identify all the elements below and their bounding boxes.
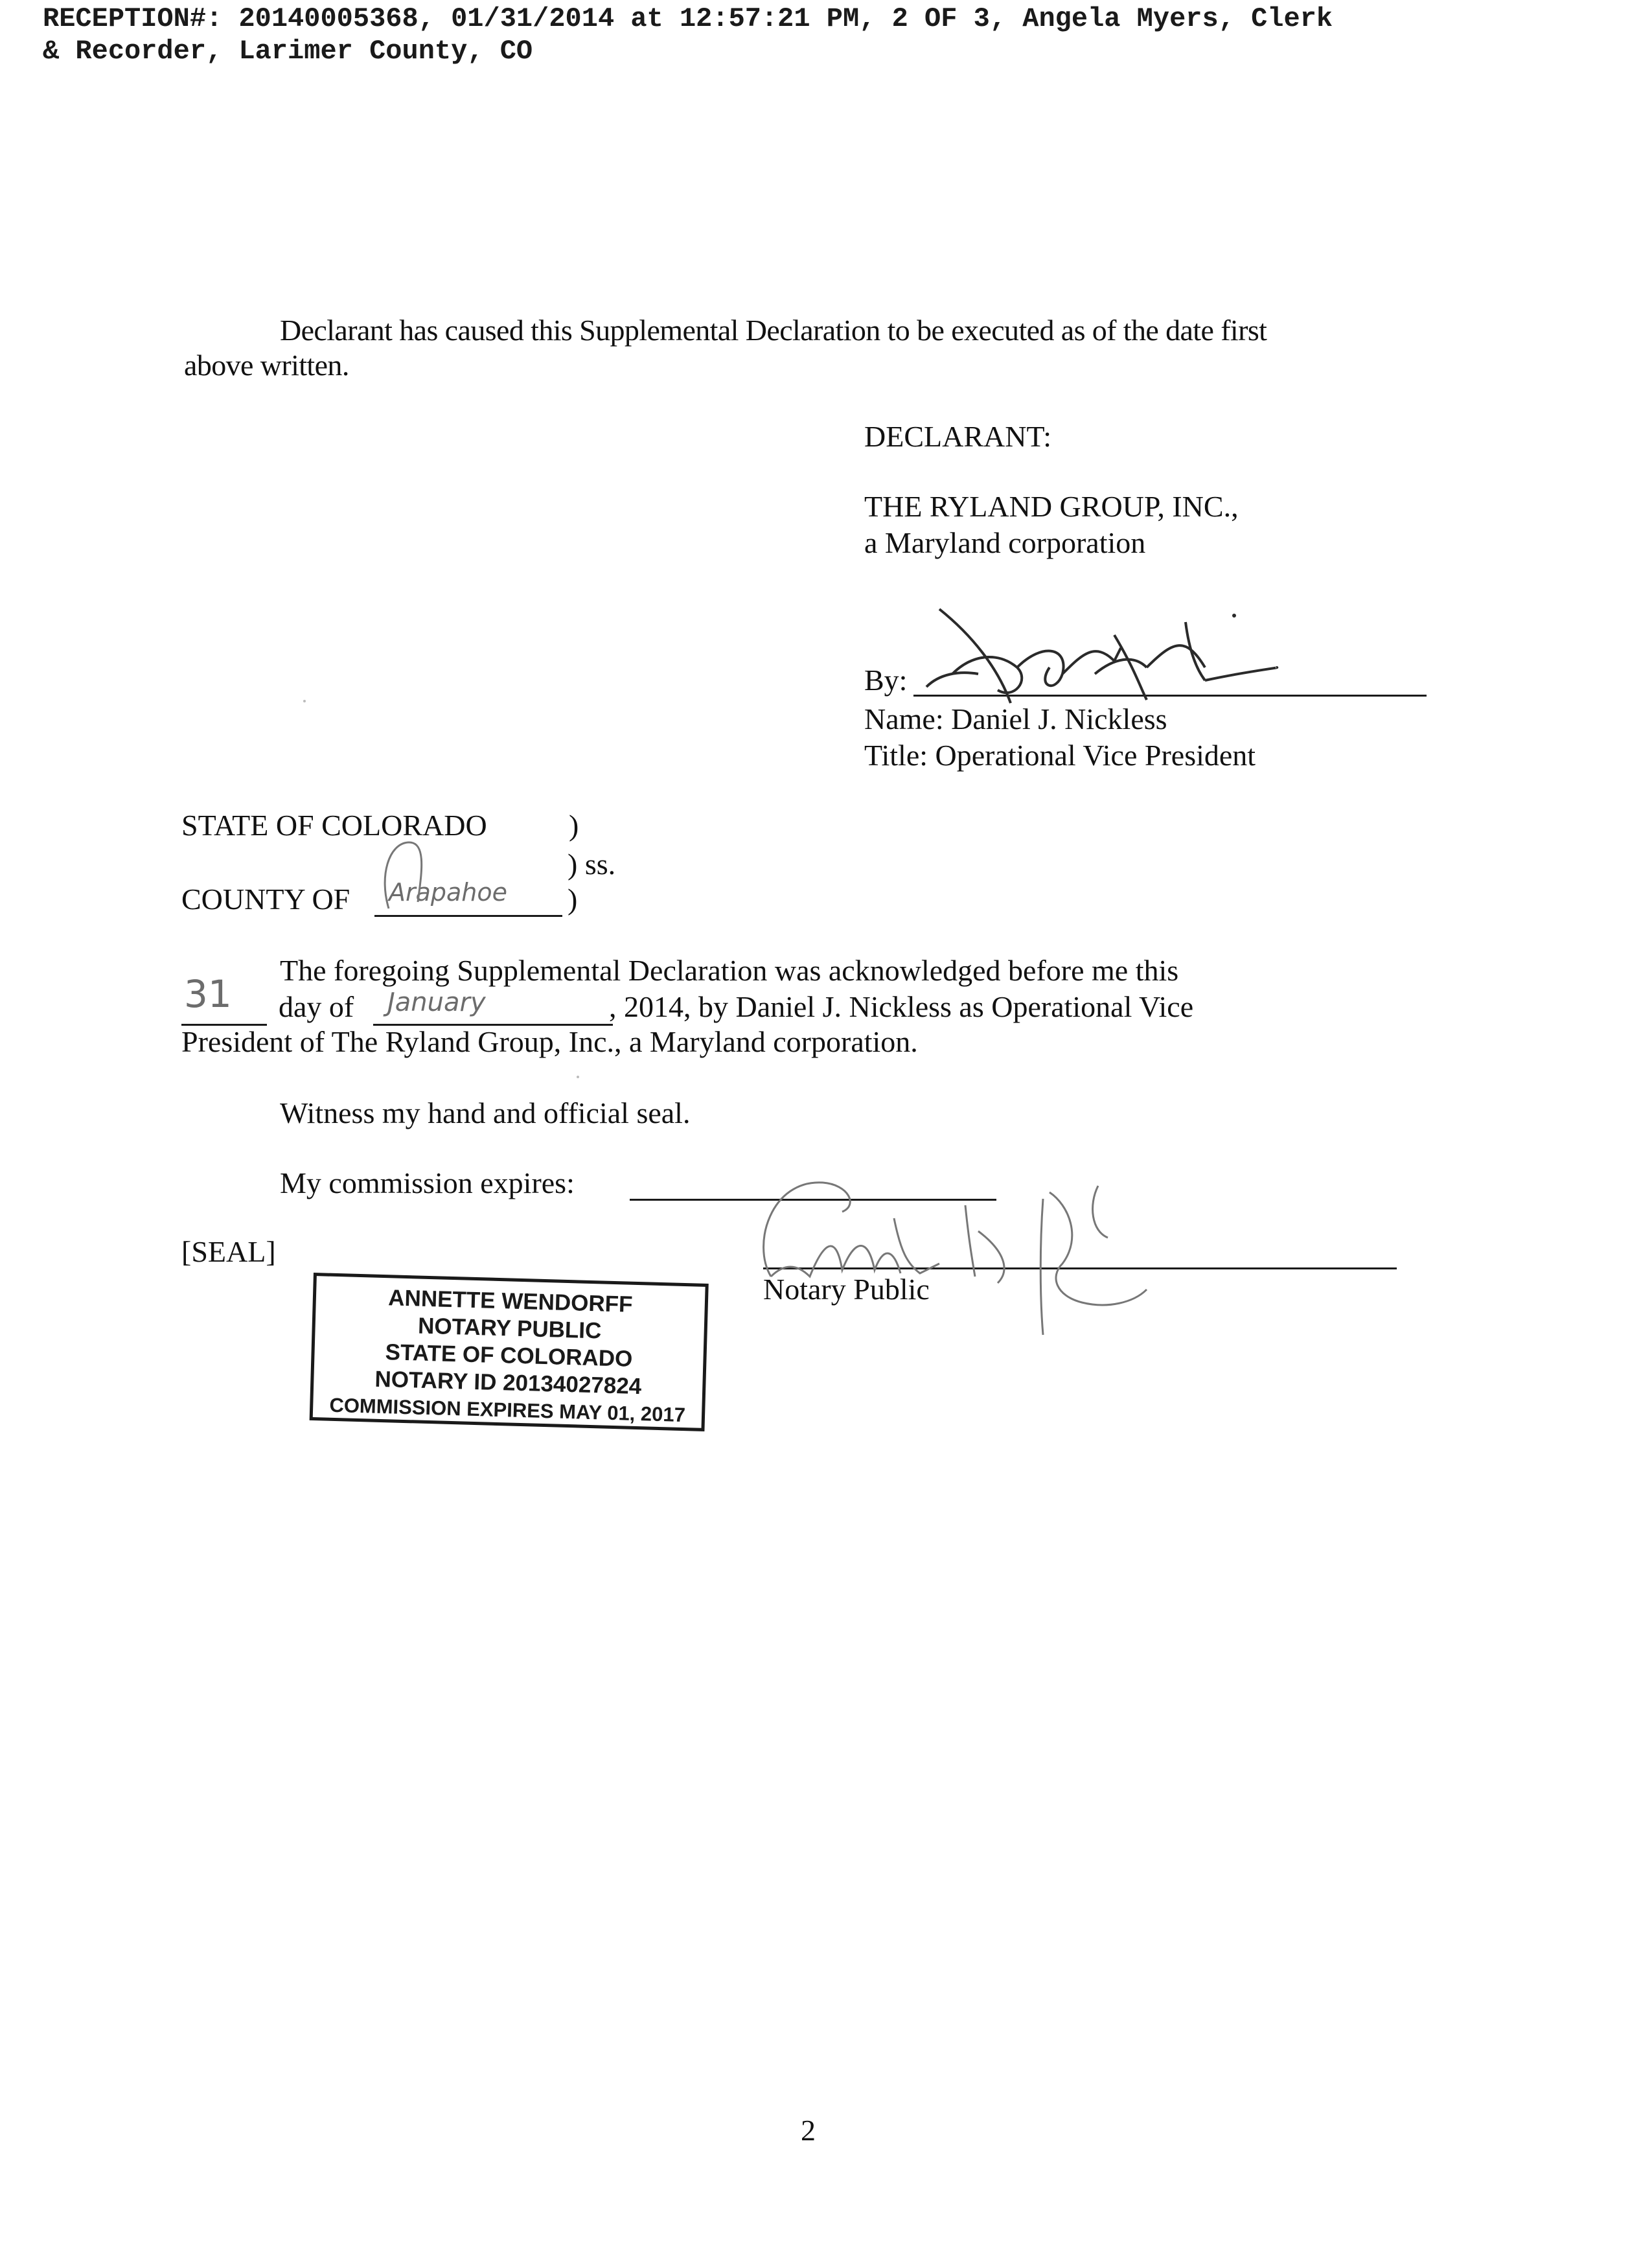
- declarant-title-line: Title: Operational Vice President: [864, 739, 1256, 772]
- scan-speck: [303, 700, 306, 702]
- declarant-company-type: a Maryland corporation: [864, 526, 1146, 559]
- commission-label: My commission expires:: [280, 1166, 575, 1199]
- declarant-name-line: Name: Daniel J. Nickless: [864, 702, 1167, 735]
- declarant-company-name: THE RYLAND GROUP, INC.,: [864, 490, 1239, 523]
- stamp-line-notary-id: NOTARY ID 20134027824: [374, 1366, 642, 1400]
- seal-label: [SEAL]: [181, 1235, 276, 1268]
- notary-stamp: [310, 1273, 709, 1431]
- state-line: STATE OF COLORADO: [181, 809, 487, 842]
- county-handwritten: Arapahoe: [389, 878, 508, 907]
- stamp-line-commission: COMMISSION EXPIRES MAY 01, 2017: [329, 1393, 686, 1427]
- execution-paragraph-line-1: Declarant has caused this Supplemental Declaration to be executed as of the date first: [280, 314, 1267, 347]
- day-of-label: day of: [279, 990, 354, 1023]
- declarant-signature: [901, 596, 1315, 713]
- acknowledgment-line-2: , 2014, by Daniel J. Nickless as Operational Vice: [609, 990, 1194, 1023]
- day-handwritten: 31: [184, 972, 232, 1016]
- stamp-line-notary-name: ANNETTE WENDORFF: [387, 1285, 633, 1317]
- recording-header-line-1: RECEPTION#: 20140005368, 01/31/2014 at 12:57:21 PM, 2 OF 3, Angela Myers, Clerk: [43, 3, 1333, 34]
- by-label: By:: [864, 664, 908, 697]
- state-paren: ): [569, 809, 579, 842]
- acknowledgment-line-1: The foregoing Supplemental Declaration was acknowledged before me this: [280, 954, 1179, 987]
- ss-line: ) ss.: [568, 848, 616, 881]
- declarant-heading: DECLARANT:: [864, 420, 1052, 453]
- recording-header-line-2: & Recorder, Larimer County, CO: [43, 36, 533, 67]
- month-handwritten: January: [387, 988, 486, 1017]
- county-label: COUNTY OF: [181, 883, 350, 916]
- scan-speck: [577, 1076, 579, 1078]
- stamp-line-title: NOTARY PUBLIC: [417, 1313, 602, 1344]
- page-number: 2: [801, 2114, 816, 2147]
- execution-paragraph-line-2: above written.: [184, 349, 349, 382]
- notary-public-label: Notary Public: [763, 1273, 930, 1306]
- witness-line: Witness my hand and official seal.: [280, 1096, 691, 1129]
- stamp-line-state: STATE OF COLORADO: [385, 1339, 633, 1372]
- notary-signature: [745, 1166, 1237, 1361]
- acknowledgment-line-3: President of The Ryland Group, Inc., a Maryland corporation.: [181, 1025, 918, 1058]
- county-blank: [374, 915, 562, 917]
- county-paren: ): [568, 883, 578, 916]
- county-initial-mark: [376, 837, 453, 915]
